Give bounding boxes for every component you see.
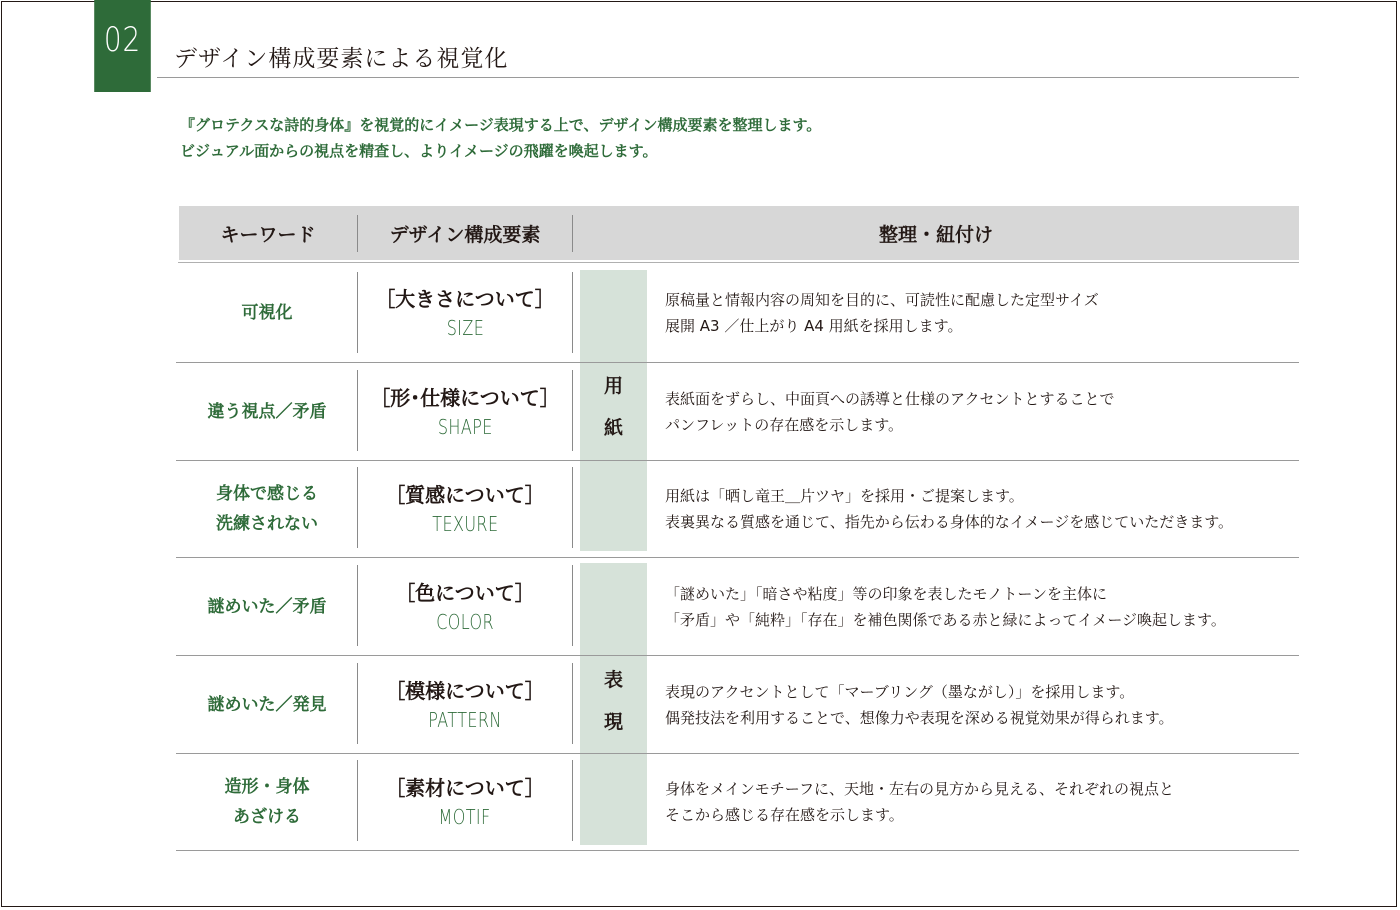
element-jp: ［模様について］: [385, 678, 545, 703]
element-jp: ［色について］: [395, 580, 535, 605]
row-keyword: 謎めいた／発見: [207, 694, 327, 715]
column-divider: [572, 663, 573, 744]
row-design-element: [358, 656, 572, 753]
element-en: TEXURE: [431, 512, 499, 536]
intro-text: [180, 112, 821, 164]
column-divider: [572, 370, 573, 451]
row-keyword: 謎めいた／矛盾: [207, 596, 327, 617]
element-jp: ［質感について］: [385, 483, 545, 507]
element-jp: ［大きさについて］: [375, 286, 555, 311]
row-description: 「謎めいた」「暗さや粘度」等の印象を表したモノトーンを主体に 「矛盾」や「純粋」「存在」を補色関係である赤と緑によってイメージ喚起します。: [665, 584, 1226, 629]
row-design-element: [358, 461, 572, 557]
header-design-element: デザイン構成要素: [389, 223, 541, 246]
row-keyword: 違う視点／矛盾: [207, 401, 327, 422]
row-design-element: [358, 263, 572, 362]
row-description: 表紙面をずらし、中面頁への誘導と仕様のアクセントとすることで パンフレットの存在感を示します。: [665, 389, 1115, 434]
page-title: デザイン構成要素による視覚化: [174, 46, 509, 72]
element-jp: ［素材について］: [385, 776, 545, 800]
element-en: COLOR: [436, 609, 494, 634]
intro-line-1: 『グロテクスな詩的身体』を視覚的にイメージ表現する上で、デザイン構成要素を整理します。: [180, 116, 822, 134]
row-description: 表現のアクセントとして「マーブリング（墨ながし）」を採用します。 偶発技法を利用することで、想像力や表現を深める視覚効果が得られます。: [665, 682, 1174, 727]
row-keyword: 可視化: [241, 302, 293, 323]
table-header: [179, 206, 1299, 260]
element-en: MOTIF: [438, 805, 492, 829]
intro-line-2: ビジュアル面からの視点を精査し、よりイメージの飛躍を喚起します。: [180, 142, 658, 160]
column-divider: [572, 565, 573, 646]
table-bottom-rule: [176, 850, 1299, 851]
row-design-element: [358, 363, 572, 460]
row-description: 身体をメインモチーフに、天地・左右の見方から見える、それぞれの視点と そこから感じる存在感を示します。: [665, 780, 1174, 824]
header-keyword: キーワード: [220, 223, 316, 246]
element-en: SIZE: [446, 315, 484, 340]
group-label-expression: 表 現: [603, 669, 623, 733]
element-jp: ［形･仕様について］: [370, 385, 560, 410]
row-description: 用紙は「晒し竜王＿片ツヤ」を採用・ご提案します。 表裏異なる質感を通じて、指先から伝わる身体的なイメージを感じていただきます。: [665, 487, 1234, 531]
group-label-paper: 用 紙: [603, 375, 623, 439]
row-design-element: [358, 754, 572, 850]
column-divider: [572, 272, 573, 353]
element-en: SHAPE: [437, 414, 493, 439]
element-en: PATTERN: [428, 707, 502, 732]
row-keyword: 造形・身体 あざける: [224, 777, 310, 827]
title-divider: [157, 77, 1299, 78]
section-number: 02: [103, 20, 142, 60]
row-design-element: [358, 558, 572, 655]
header-organization: 整理・紐付け: [878, 223, 993, 246]
row-description: 原稿量と情報内容の周知を目的に、可読性に配慮した定型サイズ 展開 A3 ／仕上がり A4 用紙を採用します。: [665, 290, 1099, 335]
column-divider: [572, 760, 573, 841]
column-divider: [572, 467, 573, 548]
section-number-badge: [94, 0, 151, 92]
row-keyword: 身体で感じる 洗練されない: [216, 484, 318, 534]
